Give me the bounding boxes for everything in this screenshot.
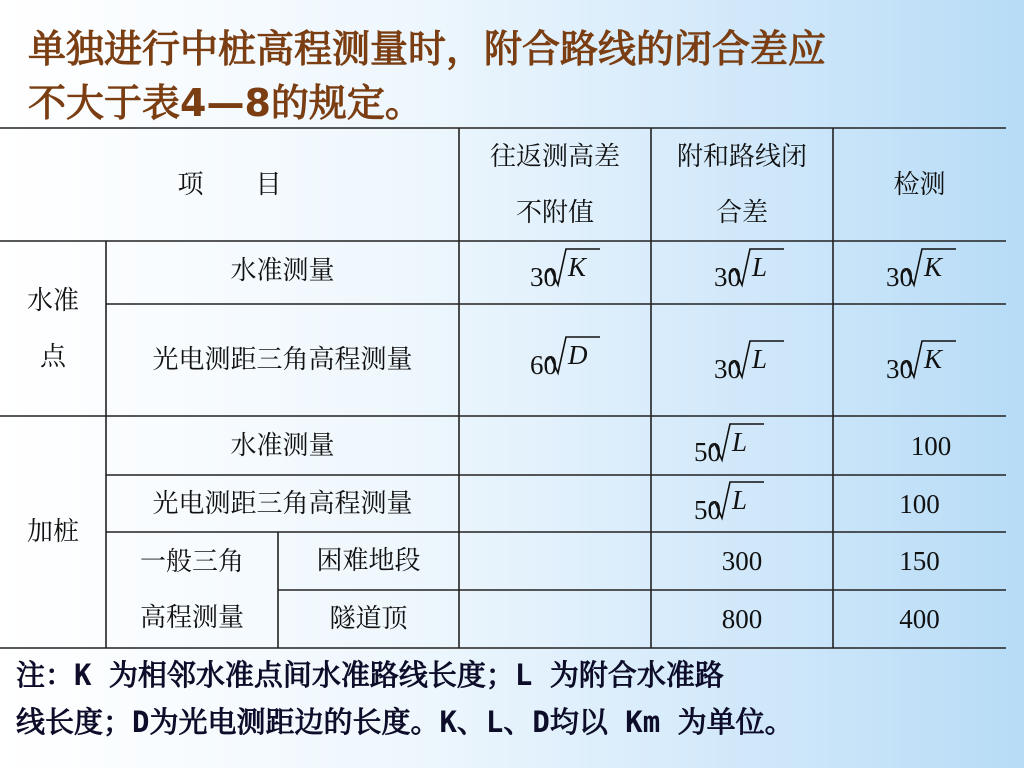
row3-method-label: 水准测量 xyxy=(230,430,335,461)
row1-col3-formula xyxy=(886,245,966,293)
row6-col3-value xyxy=(833,590,1006,648)
row3-method xyxy=(106,416,459,475)
row4-method xyxy=(106,475,459,532)
row4-col3-text: 100 xyxy=(899,488,940,519)
group-benchmark-line1: 水准 xyxy=(26,285,79,316)
row5-method-b-label: 困难地段 xyxy=(316,546,421,576)
header-item-label: 项 目 xyxy=(177,169,282,200)
formula-variable: D xyxy=(568,340,588,370)
formula-coefficient: 30 xyxy=(714,354,741,384)
row2-method xyxy=(106,304,459,416)
title-line-1: 单独进行中桩高程测量时，附合路线的闭合差应 xyxy=(28,27,827,71)
row5-method-a xyxy=(106,532,278,648)
row2-col2-formula xyxy=(714,337,794,385)
row4-method-label: 光电测距三角高程测量 xyxy=(152,488,413,519)
group-benchmark xyxy=(0,241,106,416)
formula-variable: K xyxy=(568,252,587,282)
note-line-1: 注：K 为相邻水准点间水准路线长度；L 为附合水准路 xyxy=(16,658,724,692)
page-title xyxy=(28,22,1008,130)
header-col2-line2: 合差 xyxy=(715,197,768,228)
header-col2-line1: 附和路线闭 xyxy=(676,141,807,172)
formula-coefficient: 50 xyxy=(694,437,721,467)
row5-method-a-line1: 一般三角 xyxy=(139,547,244,577)
row5-method-b xyxy=(278,532,459,590)
row1-method xyxy=(106,241,459,304)
formula-coefficient: 30 xyxy=(714,262,741,292)
row5-col3-value xyxy=(833,532,1006,590)
row5-col2-value xyxy=(651,532,833,590)
header-col1-line2: 不附值 xyxy=(515,197,594,228)
row4-col3-value xyxy=(833,475,1006,532)
row5-col2-text: 300 xyxy=(721,546,763,576)
formula-variable: L xyxy=(732,427,748,457)
header-col1-line1: 往返测高差 xyxy=(489,141,620,172)
row2-col3-formula xyxy=(886,337,966,385)
formula-variable: L xyxy=(732,485,748,515)
formula-coefficient: 50 xyxy=(694,495,721,525)
row4-col2-formula xyxy=(694,478,774,526)
table-note xyxy=(16,652,1020,746)
header-item xyxy=(0,128,459,241)
group-pile-label: 加桩 xyxy=(26,517,79,547)
header-round-trip-diff xyxy=(459,128,651,241)
formula-variable: L xyxy=(752,344,768,374)
formula-coefficient: 30 xyxy=(886,262,913,292)
row6-method-b-label: 隧道顶 xyxy=(329,604,408,634)
closure-tolerance-table xyxy=(0,128,1006,648)
header-closure xyxy=(651,128,833,241)
header-col3: 检测 xyxy=(893,169,946,200)
row3-col3-text: 100 xyxy=(910,430,952,461)
group-benchmark-line2: 点 xyxy=(39,341,66,372)
formula-variable: K xyxy=(924,344,943,374)
row3-col3-value xyxy=(833,416,1024,475)
row1-col1-formula xyxy=(530,245,610,293)
formula-variable: K xyxy=(924,252,943,282)
row2-method-label: 光电测距三角高程测量 xyxy=(152,345,413,375)
row1-method-label: 水准测量 xyxy=(230,256,335,286)
row6-col2-text: 800 xyxy=(721,604,763,634)
row6-method-b xyxy=(278,590,459,648)
header-check xyxy=(833,128,1006,241)
note-line-2: 线长度；D为光电测距边的长度。K、L、D均以 Km 为单位。 xyxy=(16,705,794,739)
row5-col3-text: 150 xyxy=(899,546,940,576)
formula-coefficient: 60 xyxy=(530,350,557,380)
row6-col2-value xyxy=(651,590,833,648)
row6-col3-text: 400 xyxy=(899,604,940,634)
formula-coefficient: 30 xyxy=(530,262,557,292)
formula-variable: L xyxy=(752,252,768,282)
row1-col2-formula xyxy=(714,245,794,293)
row3-col2-formula xyxy=(694,420,774,468)
row5-method-a-line2: 高程测量 xyxy=(139,603,244,633)
formula-coefficient: 30 xyxy=(886,354,913,384)
row2-col1-formula xyxy=(530,333,610,381)
group-pile xyxy=(0,416,106,648)
title-line-2: 不大于表4—8的规定。 xyxy=(28,81,423,125)
